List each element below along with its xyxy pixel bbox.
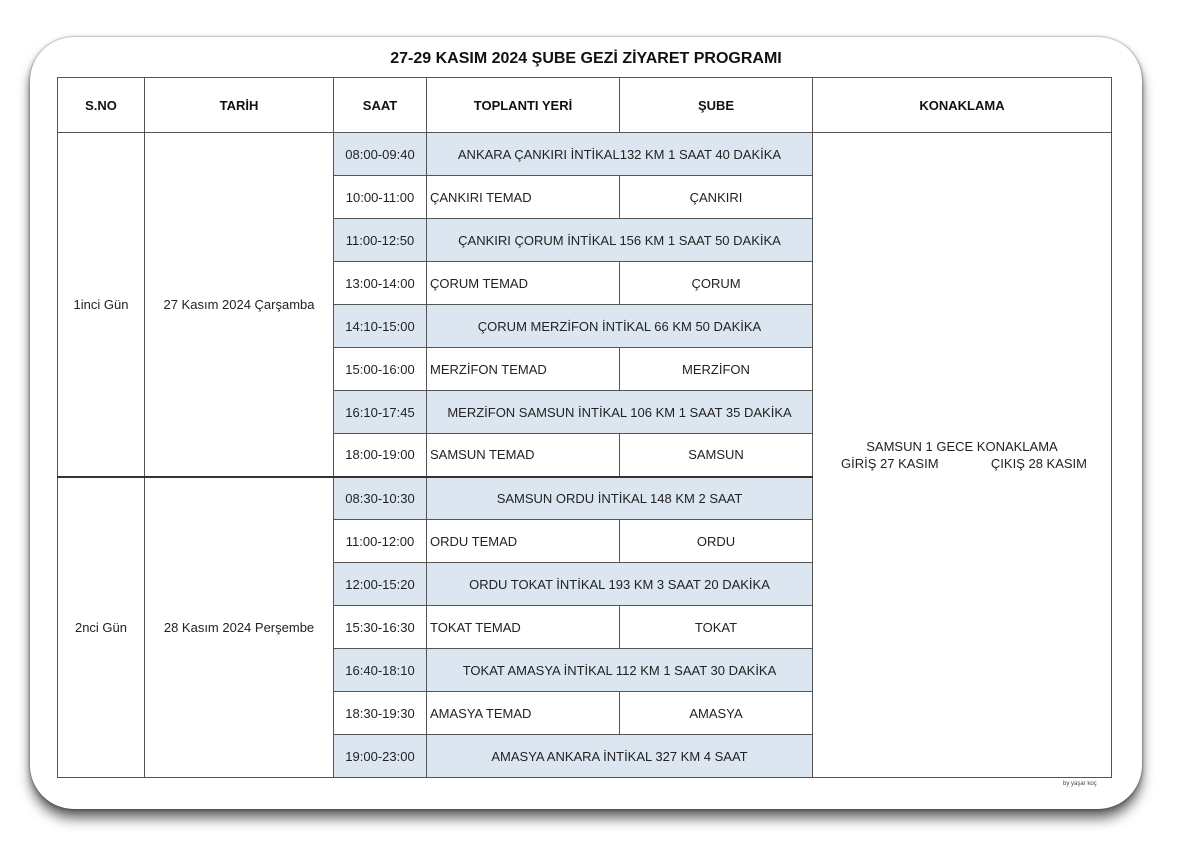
day-label: 2nci Gün bbox=[58, 477, 145, 778]
header-tarih: TARİH bbox=[145, 78, 334, 133]
branch-cell: TOKAT bbox=[620, 606, 813, 649]
time-cell: 18:00-19:00 bbox=[334, 434, 427, 477]
time-cell: 08:00-09:40 bbox=[334, 133, 427, 176]
header-sno: S.NO bbox=[58, 78, 145, 133]
time-cell: 14:10-15:00 bbox=[334, 305, 427, 348]
day-label: 1inci Gün bbox=[58, 133, 145, 477]
transit-cell: AMASYA ANKARA İNTİKAL 327 KM 4 SAAT bbox=[427, 735, 813, 778]
branch-cell: SAMSUN bbox=[620, 434, 813, 477]
meeting-place-cell: SAMSUN TEMAD bbox=[427, 434, 620, 477]
meeting-place-cell: TOKAT TEMAD bbox=[427, 606, 620, 649]
transit-cell: MERZİFON SAMSUN İNTİKAL 106 KM 1 SAAT 35 DAKİKA bbox=[427, 391, 813, 434]
branch-cell: ÇORUM bbox=[620, 262, 813, 305]
time-cell: 10:00-11:00 bbox=[334, 176, 427, 219]
transit-cell: ÇANKIRI ÇORUM İNTİKAL 156 KM 1 SAAT 50 DAKİKA bbox=[427, 219, 813, 262]
transit-cell: ÇORUM MERZİFON İNTİKAL 66 KM 50 DAKİKA bbox=[427, 305, 813, 348]
day-date: 27 Kasım 2024 Çarşamba bbox=[145, 133, 334, 477]
program-body bbox=[58, 133, 1112, 778]
time-cell: 11:00-12:50 bbox=[334, 219, 427, 262]
meeting-place-cell: ORDU TEMAD bbox=[427, 520, 620, 563]
header-saat: SAAT bbox=[334, 78, 427, 133]
konaklama-dates bbox=[813, 455, 1111, 472]
konaklama-cell bbox=[813, 133, 1112, 778]
time-cell: 08:30-10:30 bbox=[334, 477, 427, 520]
meeting-place-cell: AMASYA TEMAD bbox=[427, 692, 620, 735]
transit-cell: TOKAT AMASYA İNTİKAL 112 KM 1 SAAT 30 DAKİKA bbox=[427, 649, 813, 692]
time-cell: 16:40-18:10 bbox=[334, 649, 427, 692]
branch-cell: ÇANKIRI bbox=[620, 176, 813, 219]
page-title: 27-29 KASIM 2024 ŞUBE GEZİ ZİYARET PROGRAMI bbox=[390, 50, 782, 67]
header-konaklama: KONAKLAMA bbox=[813, 78, 1112, 133]
transit-cell: ANKARA ÇANKIRI İNTİKAL132 KM 1 SAAT 40 DAKİKA bbox=[427, 133, 813, 176]
transit-cell: SAMSUN ORDU İNTİKAL 148 KM 2 SAAT bbox=[427, 477, 813, 520]
transit-cell: ORDU TOKAT İNTİKAL 193 KM 3 SAAT 20 DAKİKA bbox=[427, 563, 813, 606]
time-cell: 15:00-16:00 bbox=[334, 348, 427, 391]
time-cell: 13:00-14:00 bbox=[334, 262, 427, 305]
konaklama-cikis: ÇIKIŞ 28 KASIM bbox=[990, 456, 1087, 471]
time-cell: 18:30-19:30 bbox=[334, 692, 427, 735]
konaklama-giris: GİRİŞ 27 KASIM bbox=[841, 456, 939, 471]
branch-cell: MERZİFON bbox=[620, 348, 813, 391]
program-table bbox=[57, 77, 1112, 778]
meeting-place-cell: ÇANKIRI TEMAD bbox=[427, 176, 620, 219]
time-cell: 16:10-17:45 bbox=[334, 391, 427, 434]
branch-cell: ORDU bbox=[620, 520, 813, 563]
time-cell: 15:30-16:30 bbox=[334, 606, 427, 649]
header-toplanti-yeri: TOPLANTI YERİ bbox=[427, 78, 620, 133]
time-cell: 19:00-23:00 bbox=[334, 735, 427, 778]
header-sube: ŞUBE bbox=[620, 78, 813, 133]
time-cell: 12:00-15:20 bbox=[334, 563, 427, 606]
meeting-place-cell: ÇORUM TEMAD bbox=[427, 262, 620, 305]
branch-cell: AMASYA bbox=[620, 692, 813, 735]
time-cell: 11:00-12:00 bbox=[334, 520, 427, 563]
table-row bbox=[58, 133, 1112, 176]
meeting-place-cell: MERZİFON TEMAD bbox=[427, 348, 620, 391]
author-credit: by yaşar koç bbox=[1063, 781, 1097, 787]
table-header-row bbox=[58, 78, 1112, 133]
day-date: 28 Kasım 2024 Perşembe bbox=[145, 477, 334, 778]
konaklama-line1: SAMSUN 1 GECE KONAKLAMA bbox=[866, 439, 1058, 454]
